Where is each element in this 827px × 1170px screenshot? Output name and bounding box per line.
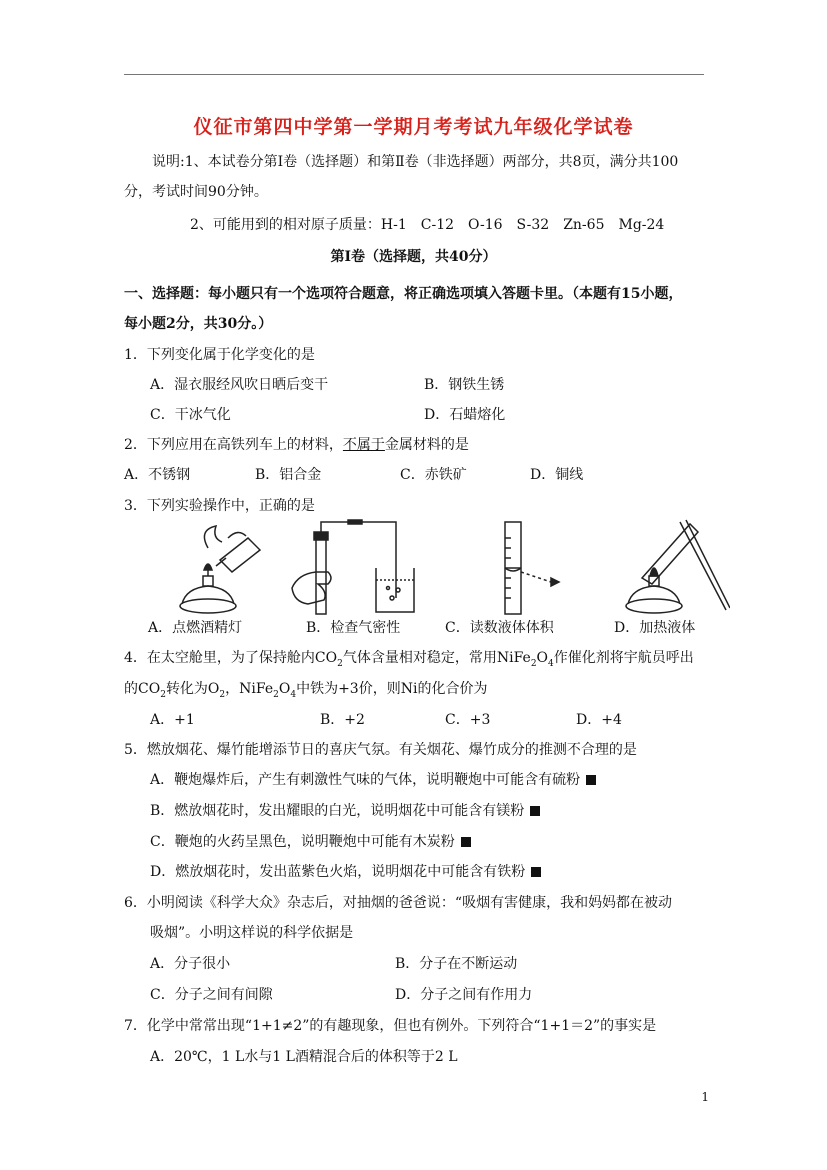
q4-line-1 bbox=[124, 648, 694, 674]
instructions-line-2: 分，考试时间90分钟。 bbox=[124, 184, 268, 200]
square-mark-icon bbox=[530, 806, 540, 816]
q1-option-b: B．钢铁生锈 bbox=[424, 377, 505, 393]
q5-option-b bbox=[150, 801, 540, 821]
q5-option-c-text: C．鞭炮的火药呈黑色，说明鞭炮中可能有木炭粉 bbox=[150, 834, 455, 850]
q4-sub: 4 bbox=[548, 658, 554, 669]
q5-option-a-text: A．鞭炮爆炸后，产生有刺激性气味的气体，说明鞭炮中可能含有硫粉 bbox=[150, 772, 581, 788]
q4-line-2 bbox=[124, 679, 487, 705]
q5-option-d bbox=[150, 862, 541, 882]
part1-heading: 第Ⅰ卷（选择题，共40分） bbox=[330, 249, 497, 265]
q6-line-1: 6．小明阅读《科学大众》杂志后，对抽烟的爸爸说：“吸烟有害健康，我和妈妈都在被动 bbox=[124, 895, 673, 911]
q6-line-2: 吸烟”。小明这样说的科学依据是 bbox=[150, 925, 354, 941]
heating-liquid-illustration bbox=[620, 518, 730, 618]
q4-text: O bbox=[536, 650, 549, 666]
instructions-line-3: 2、可能用到的相对原子质量：H-1 C-12 O-16 S-32 Zn-65 Mg-24 bbox=[190, 217, 665, 233]
q4-text: 作催化剂将宇航员呼出 bbox=[553, 650, 694, 666]
q4-option-b: B．+2 bbox=[320, 712, 365, 728]
q4-text: ，NiFe bbox=[225, 681, 274, 697]
q3-figures bbox=[140, 518, 730, 618]
q5-option-c bbox=[150, 832, 471, 852]
q2-option-a: A．不锈钢 bbox=[124, 467, 191, 483]
q2-option-b: B．铝合金 bbox=[255, 467, 322, 483]
q2-option-d: D．铜线 bbox=[530, 467, 584, 483]
q6-option-d: D．分子之间有作用力 bbox=[395, 987, 533, 1003]
q4-sub: 2 bbox=[273, 689, 279, 700]
square-mark-icon bbox=[531, 867, 541, 877]
q1-option-a: A．湿衣服经风吹日晒后变干 bbox=[150, 377, 329, 393]
q7-option-a: A．20℃，1 L水与1 L酒精混合后的体积等于2 L bbox=[150, 1049, 458, 1065]
q3-option-b: B．检查气密性 bbox=[306, 620, 401, 636]
q4-sub: 2 bbox=[530, 658, 537, 669]
q1-stem: 1．下列变化属于化学变化的是 bbox=[124, 347, 315, 363]
lighting-alcohol-lamp-illustration bbox=[168, 518, 268, 618]
q2-stem-post: 金属材料的是 bbox=[384, 437, 469, 453]
page-title: 仪征市第四中学第一学期月考考试九年级化学试卷 bbox=[193, 116, 634, 138]
q2-stem-pre: 2．下列应用在高铁列车上的材料， bbox=[124, 437, 343, 453]
q1-option-d: D．石蜡熔化 bbox=[424, 407, 506, 423]
q2-stem-underlined: 不属于 bbox=[342, 437, 385, 453]
q4-text: 中铁为+3价，则Ni的化合价为 bbox=[296, 681, 488, 697]
instructions-line-1: 说明:1、本试卷分第Ⅰ卷（选择题）和第Ⅱ卷（非选择题）两部分，共8页，满分共100 bbox=[152, 154, 679, 170]
q6-option-c: C．分子之间有间隙 bbox=[150, 987, 273, 1003]
air-tightness-check-illustration bbox=[288, 518, 418, 618]
q4-option-a: A．+1 bbox=[150, 712, 195, 728]
q3-option-a: A．点燃酒精灯 bbox=[148, 620, 243, 636]
q5-option-b-text: B．燃放烟花时，发出耀眼的白光，说明烟花中可能含有镁粉 bbox=[150, 803, 525, 819]
q4-text: 气体含量相对稳定，常用NiFe bbox=[342, 650, 531, 666]
q5-option-a bbox=[150, 770, 596, 790]
page-number: 1 bbox=[701, 1090, 709, 1104]
q4-sub: 2 bbox=[160, 689, 166, 700]
square-mark-icon bbox=[461, 837, 471, 847]
q6-option-a: A．分子很小 bbox=[150, 956, 231, 972]
q5-option-d-text: D．燃放烟花时，发出蓝紫色火焰，说明烟花中可能含有铁粉 bbox=[150, 864, 526, 880]
q7-stem: 7．化学中常常出现“1+1≠2”的有趣现象，但也有例外。下列符合“1+1＝2”的事实是 bbox=[124, 1018, 657, 1034]
q4-text: 4．在太空舱里，为了保持舱内CO bbox=[124, 650, 338, 666]
q3-stem: 3．下列实验操作中，正确的是 bbox=[124, 498, 315, 514]
reading-liquid-volume-illustration bbox=[455, 518, 565, 618]
q4-sub: 2 bbox=[337, 658, 343, 669]
header-rule bbox=[124, 74, 704, 75]
q5-stem: 5．燃放烟花、爆竹能增添节日的喜庆气氛。有关烟花、爆竹成分的推测不合理的是 bbox=[124, 742, 637, 758]
q2-stem bbox=[124, 435, 469, 455]
section1-line-2: 每小题2分，共30分。） bbox=[124, 316, 273, 332]
q4-sub: 2 bbox=[219, 689, 226, 700]
q4-option-c: C．+3 bbox=[445, 712, 491, 728]
q1-option-c: C．干冰气化 bbox=[150, 407, 231, 423]
q6-option-b: B．分子在不断运动 bbox=[395, 956, 518, 972]
q4-text: 的CO bbox=[124, 681, 161, 697]
q4-text: O bbox=[278, 681, 291, 697]
q3-option-d: D．加热液体 bbox=[614, 620, 696, 636]
q2-option-c: C．赤铁矿 bbox=[400, 467, 467, 483]
q4-text: 转化为O bbox=[165, 681, 220, 697]
q4-option-d: D．+4 bbox=[576, 712, 622, 728]
square-mark-icon bbox=[586, 775, 596, 785]
q4-sub: 4 bbox=[290, 689, 297, 700]
q3-option-c: C．读数液体体积 bbox=[445, 620, 554, 636]
section1-line-1: 一、选择题：每小题只有一个选项符合题意，将正确选项填入答题卡里。（本题有15小题， bbox=[124, 286, 683, 302]
